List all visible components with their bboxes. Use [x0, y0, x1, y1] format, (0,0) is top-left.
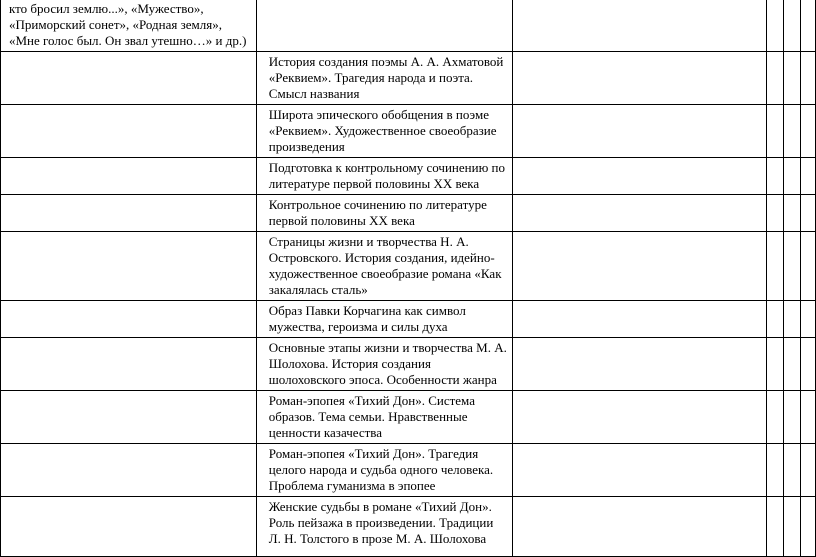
table-cell [784, 444, 801, 497]
cell-text: Образ Павки Корчагина как символ мужества, героизма и силы духа [268, 303, 466, 334]
table-cell [784, 195, 801, 232]
table-row [1, 232, 816, 301]
cell-text: Роман-эпопея «Тихий Дон». Система образов. Тема семьи. Нравственные ценности казачества [268, 393, 475, 440]
table-cell [767, 232, 784, 301]
table-cell-section [1, 232, 257, 301]
cell-text: кто бросил землю...», «Мужество», «Приморский сонет», «Родная земля», «Мне голос был. Он звал утешно…» и др.) [9, 1, 247, 48]
table-row [1, 0, 816, 52]
table-cell-topic [256, 338, 512, 391]
table-cell [800, 232, 815, 301]
table-cell [800, 391, 815, 444]
cell-text: Контрольное сочинению по литературе первой половины XX века [268, 197, 487, 228]
table-cell-topic [256, 195, 512, 232]
table-cell-section [1, 301, 257, 338]
table-cell-section [1, 0, 257, 52]
table-cell [512, 391, 766, 444]
table-row [1, 105, 816, 158]
table-cell [800, 0, 815, 52]
table-cell [767, 105, 784, 158]
table-cell-section [1, 497, 257, 557]
table-cell [800, 444, 815, 497]
table-cell [512, 158, 766, 195]
table-cell [512, 338, 766, 391]
table-cell [512, 195, 766, 232]
table-cell [767, 158, 784, 195]
table-cell [767, 497, 784, 557]
table-cell [784, 232, 801, 301]
table-cell-section [1, 195, 257, 232]
table-cell [512, 105, 766, 158]
table-cell [784, 52, 801, 105]
table-cell [512, 0, 766, 52]
table-cell [800, 497, 815, 557]
table-cell-section [1, 52, 257, 105]
table-cell-topic [256, 52, 512, 105]
table-cell [767, 0, 784, 52]
table-cell-topic [256, 444, 512, 497]
table-cell [784, 391, 801, 444]
cell-text: Роман-эпопея «Тихий Дон». Трагедия целого народа и судьба одного человека. Проблема гуманизма в эпопее [268, 446, 494, 493]
table-cell [512, 301, 766, 338]
table-cell [512, 52, 766, 105]
table-cell-topic [256, 105, 512, 158]
table-row [1, 52, 816, 105]
table-cell [767, 444, 784, 497]
cell-text: Страницы жизни и творчества Н. А. Островского. История создания, идейно-художественное своеобразие романа «Как закалялась сталь» [268, 234, 502, 297]
table-cell [512, 497, 766, 557]
table-row [1, 391, 816, 444]
table-cell [784, 0, 801, 52]
table-cell [784, 105, 801, 158]
table-cell [767, 52, 784, 105]
table-cell [784, 301, 801, 338]
table-cell [800, 195, 815, 232]
table-cell [512, 444, 766, 497]
table-cell [767, 195, 784, 232]
table-cell [767, 301, 784, 338]
table-cell [784, 158, 801, 195]
table-cell-topic [256, 301, 512, 338]
table-cell [800, 301, 815, 338]
table-cell [767, 391, 784, 444]
table-cell-topic [256, 0, 512, 52]
table-cell-section [1, 391, 257, 444]
table-cell [800, 52, 815, 105]
table-row [1, 338, 816, 391]
cell-text: Основные этапы жизни и творчества М. А. Шолохова. История создания шолоховского эпоса. Особенности жанра [268, 340, 507, 387]
table-cell-section [1, 338, 257, 391]
table-row [1, 444, 816, 497]
table-cell [800, 338, 815, 391]
table-row [1, 158, 816, 195]
table-cell-topic [256, 497, 512, 557]
cell-text: Женские судьбы в романе «Тихий Дон». Роль пейзажа в произведении. Традиции Л. Н. Толстого в прозе М. А. Шолохова [268, 499, 494, 546]
cell-text: История создания поэмы А. А. Ахматовой «Реквием». Трагедия народа и поэта. Смысл названия [268, 54, 504, 101]
cell-text: Широта эпического обобщения в поэме «Реквием». Художественное своеобразие произведения [268, 107, 497, 154]
cell-text: Подготовка к контрольному сочинению по литературе первой половины XX века [268, 160, 505, 191]
table-row [1, 497, 816, 557]
table-cell-section [1, 105, 257, 158]
table-row [1, 195, 816, 232]
table-cell-section [1, 158, 257, 195]
table-cell [784, 497, 801, 557]
table-cell [767, 338, 784, 391]
table-cell-topic [256, 232, 512, 301]
table-cell [784, 338, 801, 391]
table-cell [800, 105, 815, 158]
table-cell [512, 232, 766, 301]
table-row [1, 301, 816, 338]
table-cell-section [1, 444, 257, 497]
table-cell [800, 158, 815, 195]
table-cell-topic [256, 391, 512, 444]
table-cell-topic [256, 158, 512, 195]
